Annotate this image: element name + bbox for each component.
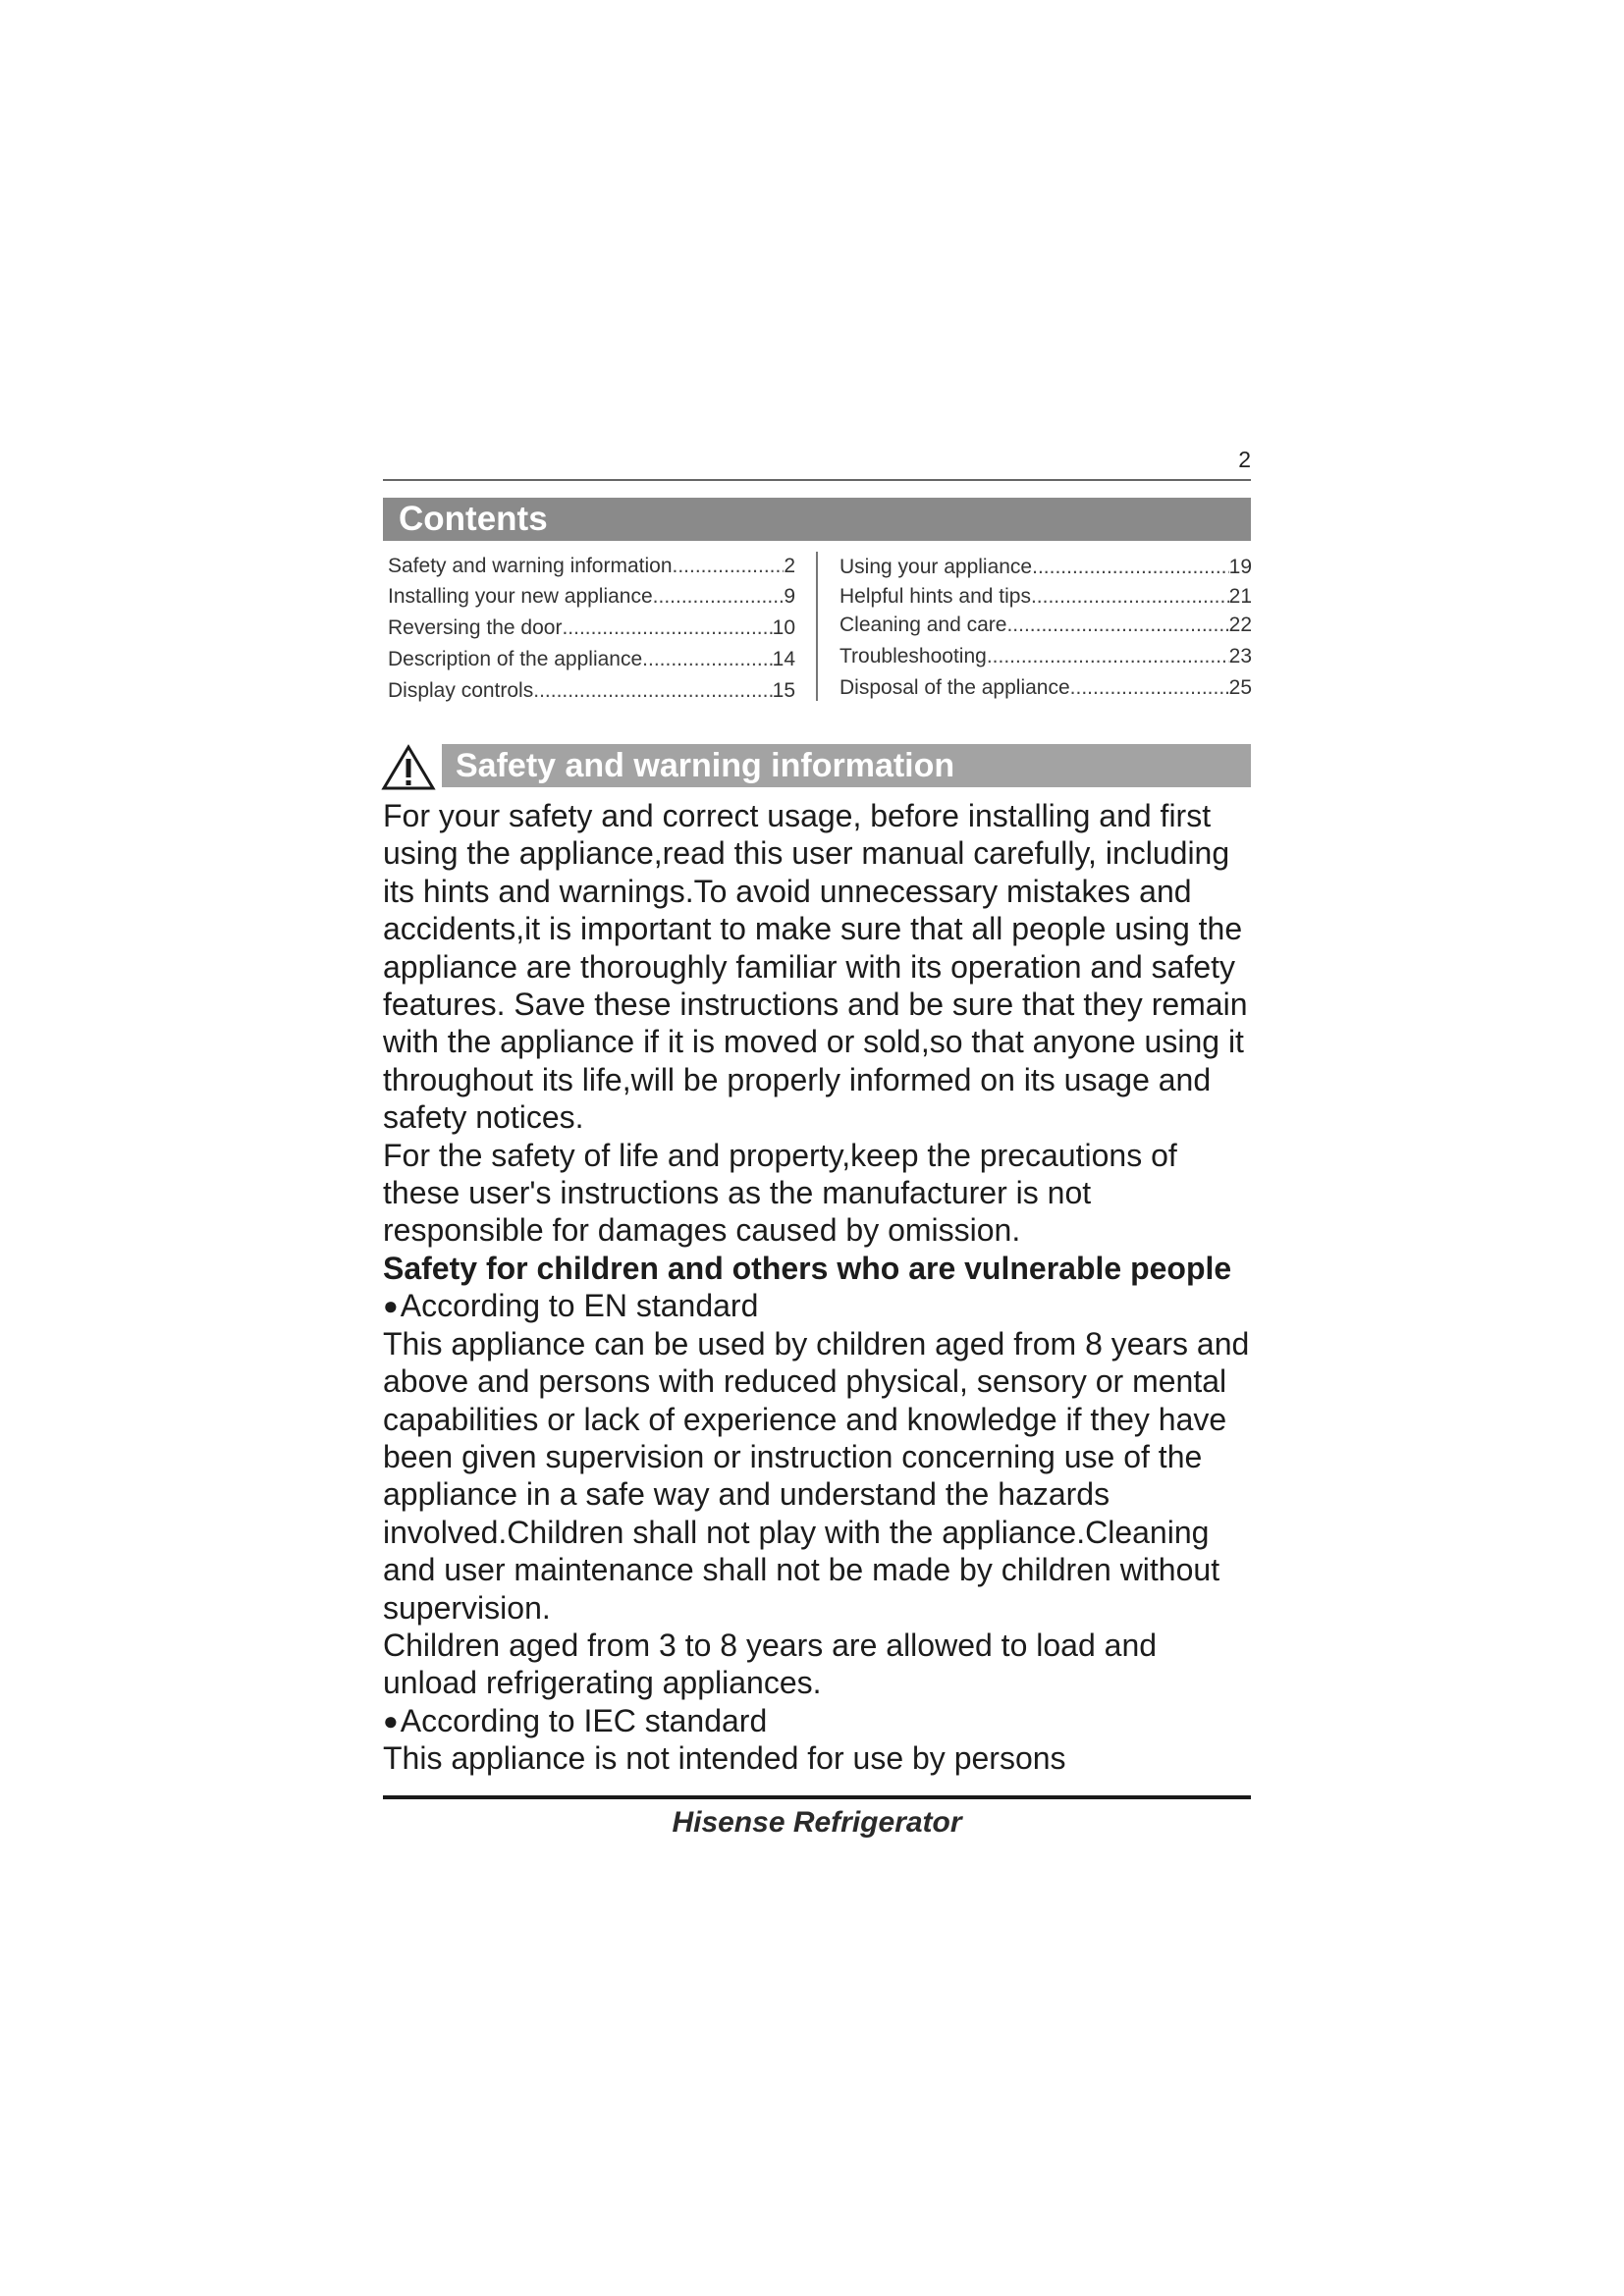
toc-entry[interactable] — [388, 676, 795, 708]
toc-entry-page: 15 — [772, 679, 795, 702]
en-standard-bullet — [383, 1287, 1316, 1324]
liability-paragraph: For the safety of life and property,keep the precautions of these user's instructions as the manufacturer is not responsible for damages caused by omission. — [383, 1137, 1177, 1249]
toc-entry-page: 23 — [1228, 645, 1252, 667]
safety-heading: Safety and warning information — [442, 744, 1251, 787]
toc-entry-page: 9 — [784, 585, 795, 608]
intro-paragraph: For your safety and correct usage, before installing and first using the appliance,read this user manual carefully, including its hints and warnings.To avoid unnecessary mistakes and accidents,it is important to make sure that all people using the appliance are thoroughly familiar with its operation and safety features. Save these instructions and be sure that they remain with the appliance if it is moved or sold,so that anyone using it throughout its life,will be properly informed on its usage and safety notices. — [383, 798, 1248, 1136]
toc-leader-dots — [562, 614, 772, 645]
toc-entry[interactable] — [839, 612, 1252, 643]
bullet-icon: ● — [383, 1291, 399, 1321]
toc-entry[interactable] — [839, 583, 1252, 612]
toc-entry[interactable] — [839, 643, 1252, 674]
contents-heading: Contents — [383, 498, 1251, 541]
toc-entry-title: Cleaning and care — [839, 614, 1007, 636]
toc-leader-dots — [987, 643, 1229, 674]
toc-leader-dots — [1070, 674, 1229, 703]
toc-entry-page: 10 — [772, 616, 795, 639]
toc-entry[interactable] — [388, 614, 795, 645]
safety-body — [383, 797, 1316, 1778]
toc-entry-title: Display controls — [388, 679, 534, 702]
toc-leader-dots — [673, 552, 785, 582]
toc-leader-dots — [642, 645, 772, 676]
iec-standard-label: According to IEC standard — [400, 1702, 768, 1738]
toc-entry-page: 14 — [772, 648, 795, 670]
toc-column-divider — [816, 552, 818, 701]
toc-leader-dots — [1031, 583, 1229, 612]
toc-entry-title: Safety and warning information — [388, 555, 673, 577]
toc-entry-page: 22 — [1228, 614, 1252, 636]
toc-entry-page: 21 — [1228, 585, 1252, 608]
warning-triangle-icon — [381, 744, 436, 791]
bullet-icon: ● — [383, 1705, 399, 1735]
toc-entry-title: Reversing the door — [388, 616, 563, 639]
page-number: 2 — [1238, 447, 1251, 472]
toc-entry-page: 25 — [1228, 676, 1252, 699]
toc-entry[interactable] — [839, 554, 1252, 583]
toc-entry[interactable] — [839, 674, 1252, 703]
toc-leader-dots — [653, 582, 785, 614]
toc-entry-title: Description of the appliance — [388, 648, 643, 670]
toc-entry-title: Installing your new appliance — [388, 585, 653, 608]
toc-leader-dots — [1006, 612, 1228, 643]
top-divider — [383, 479, 1251, 481]
iec-standard-bullet — [383, 1702, 1316, 1739]
toc-left-column — [388, 550, 795, 708]
toc-entry[interactable] — [388, 552, 795, 582]
en-standard-label: According to EN standard — [400, 1288, 759, 1324]
toc-entry-page: 19 — [1228, 556, 1252, 578]
bottom-divider — [383, 1795, 1251, 1799]
toc-entry[interactable] — [388, 582, 795, 614]
en-paragraph: This appliance can be used by children aged from 8 years and above and persons with reduced physical, sensory or mental capabilities or lack of experience and knowledge if they have been given supervision or instruction concerning use of the appliance in a safe way and understand the hazards involved.Children shall not play with the appliance.Cleaning and user maintenance shall not be made by children without supervision. — [383, 1325, 1250, 1626]
toc-entry-title: Using your appliance — [839, 556, 1033, 578]
toc-entry[interactable] — [388, 645, 795, 676]
age-paragraph: Children aged from 3 to 8 years are allowed to load and unload refrigerating appliances. — [383, 1627, 1158, 1701]
toc-entry-title: Helpful hints and tips — [839, 585, 1031, 608]
iec-paragraph: This appliance is not intended for use by persons — [383, 1740, 1066, 1777]
children-safety-heading: Safety for children and others who are vulnerable people — [383, 1250, 1232, 1286]
footer-brand: Hisense Refrigerator — [672, 1806, 962, 1839]
toc-entry-title: Disposal of the appliance — [839, 676, 1070, 699]
toc-right-column — [839, 550, 1252, 703]
toc-leader-dots — [533, 676, 772, 708]
toc-leader-dots — [1032, 554, 1229, 583]
toc-entry-title: Troubleshooting — [839, 645, 987, 667]
toc-entry-page: 2 — [784, 555, 795, 577]
